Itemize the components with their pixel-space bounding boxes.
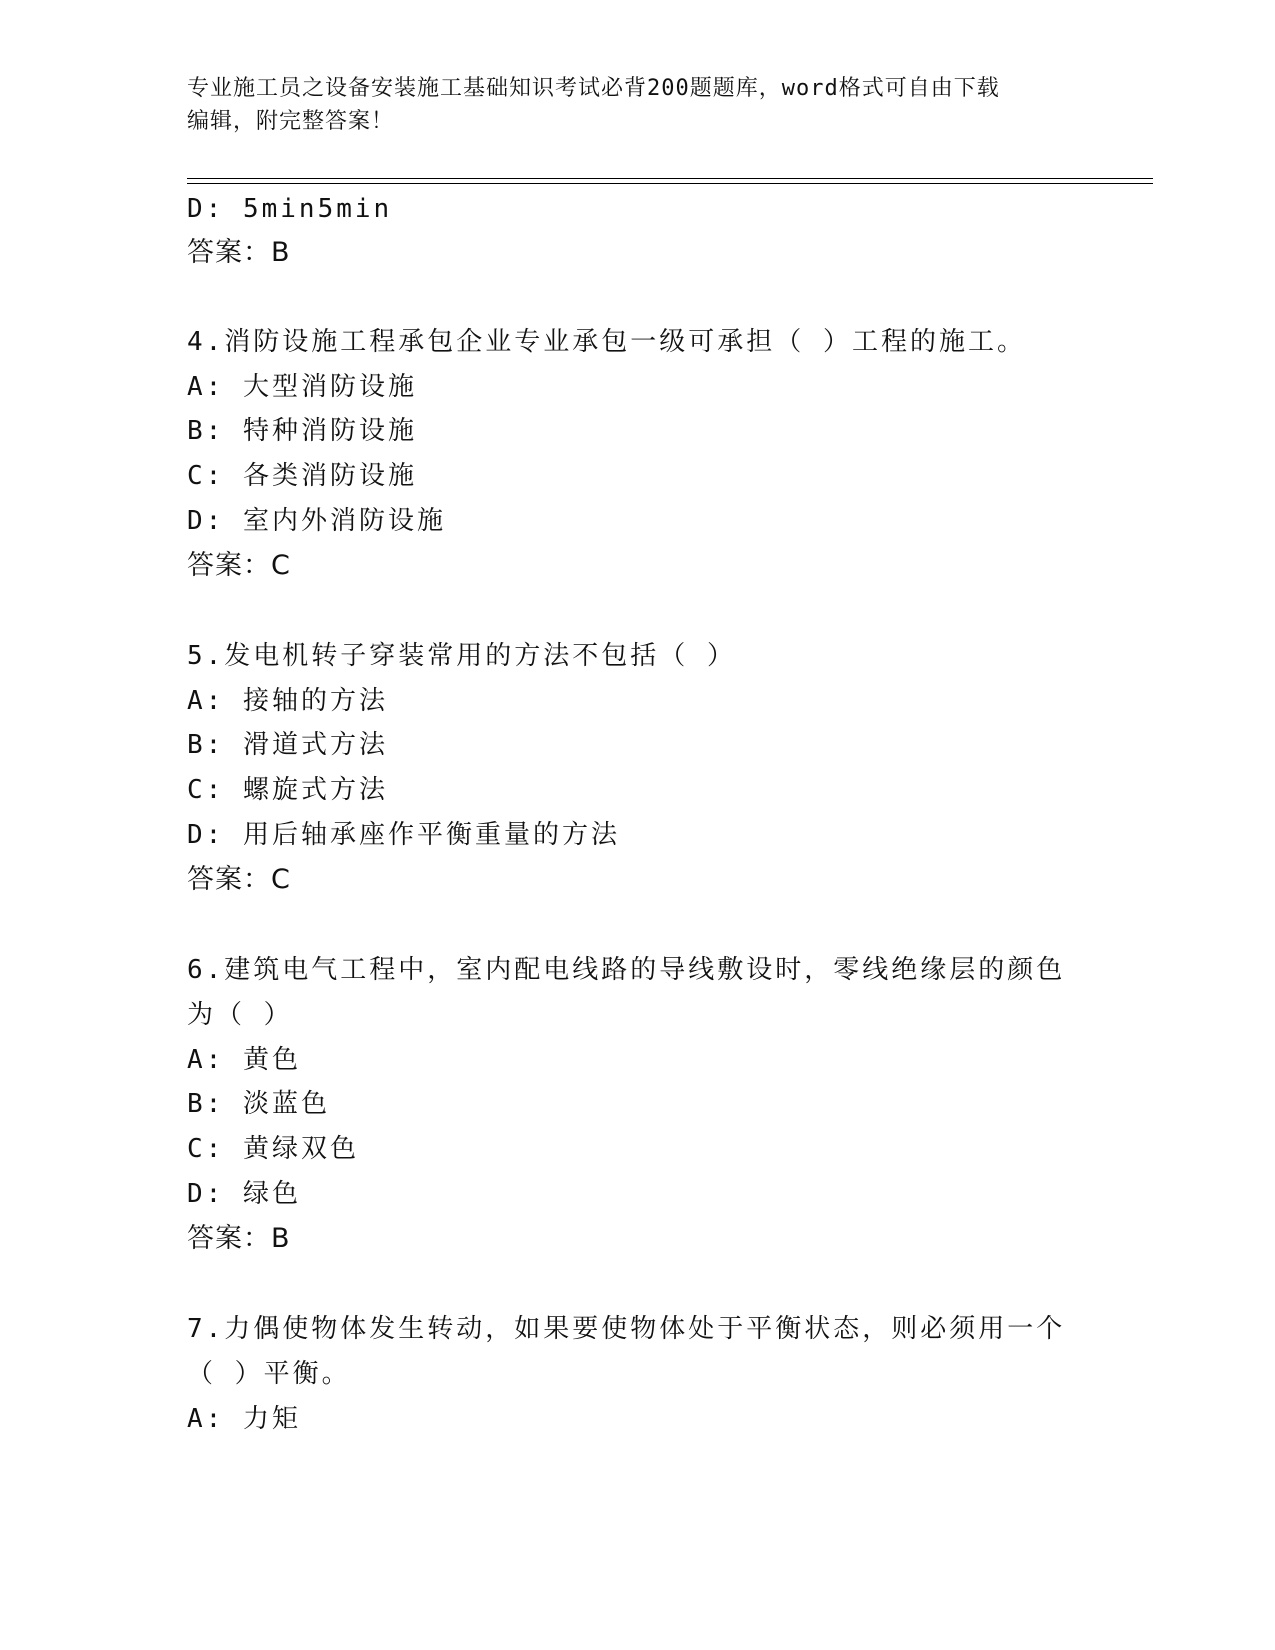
- q5-option-b: B: 滑道式方法: [187, 730, 388, 760]
- header-divider-bottom: [187, 183, 1153, 184]
- header-divider-top: [187, 178, 1153, 179]
- q3-answer: 答案：B: [187, 237, 291, 268]
- q5-stem: 5.发电机转子穿装常用的方法不包括（ ）: [187, 641, 736, 671]
- header-line-2: 编辑，附完整答案！: [187, 109, 395, 134]
- q6-option-b: B: 淡蓝色: [187, 1089, 330, 1119]
- q5-answer: 答案：C: [187, 864, 291, 895]
- q4-option-d: D: 室内外消防设施: [187, 506, 446, 536]
- q4-option-a: A: 大型消防设施: [187, 372, 417, 402]
- q6-answer: 答案：B: [187, 1223, 291, 1254]
- q5-option-c: C: 螺旋式方法: [187, 775, 388, 805]
- q7-option-a: A: 力矩: [187, 1404, 301, 1434]
- q6-option-a: A: 黄色: [187, 1045, 301, 1075]
- q6-option-c: C: 黄绿双色: [187, 1134, 359, 1164]
- q4-option-c: C: 各类消防设施: [187, 461, 417, 491]
- q7-stem-line-2: （ ）平衡。: [187, 1359, 351, 1389]
- q5-option-a: A: 接轴的方法: [187, 686, 388, 716]
- q4-stem: 4.消防设施工程承包企业专业承包一级可承担（ ）工程的施工。: [187, 327, 1026, 357]
- q7-stem-line-1: 7.力偶使物体发生转动，如果要使物体处于平衡状态，则必须用一个: [187, 1314, 1066, 1344]
- q6-stem-line-1: 6.建筑电气工程中，室内配电线路的导线敷设时，零线绝缘层的颜色: [187, 955, 1066, 985]
- q6-option-d: D: 绿色: [187, 1179, 301, 1209]
- q5-option-d: D: 用后轴承座作平衡重量的方法: [187, 820, 620, 850]
- q6-stem-line-2: 为（ ）: [187, 1000, 293, 1030]
- q3-option-d: D: 5min5min: [187, 194, 393, 224]
- document-header: [187, 72, 1087, 138]
- header-line-1: 专业施工员之设备安装施工基础知识考试必背200题题库，word格式可自由下载: [187, 76, 1000, 101]
- q4-option-b: B: 特种消防设施: [187, 416, 417, 446]
- q4-answer: 答案：C: [187, 550, 291, 581]
